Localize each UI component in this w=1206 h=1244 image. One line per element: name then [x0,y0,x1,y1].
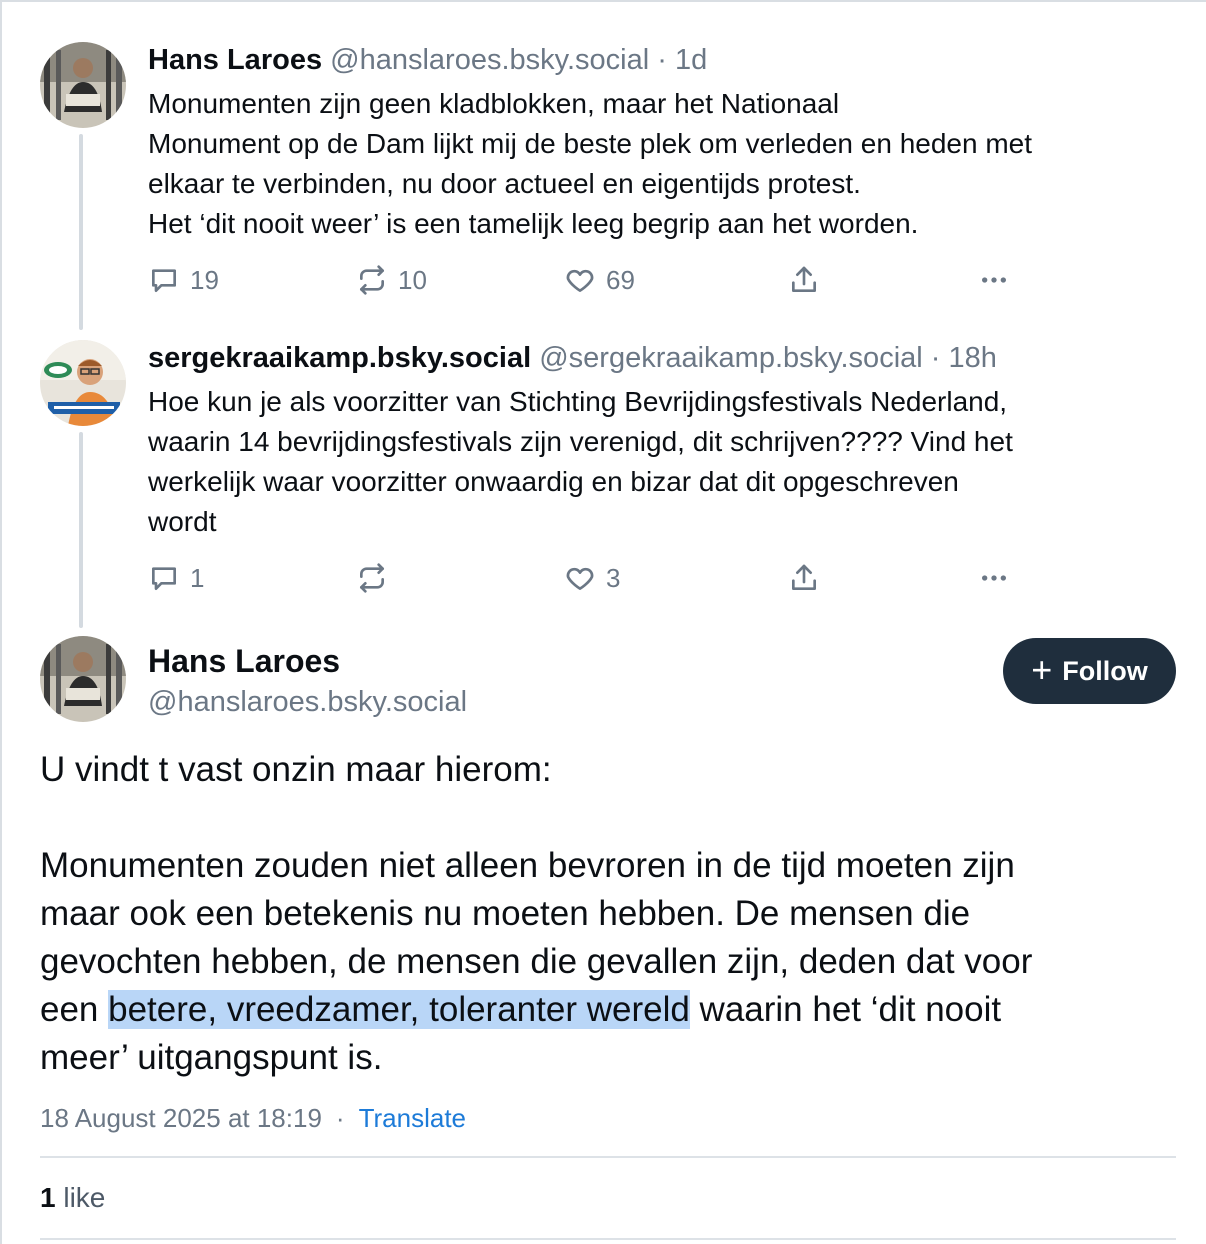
reply-icon [148,562,180,594]
reply-icon [148,264,180,296]
follow-label: Follow [1062,655,1148,686]
author-handle[interactable]: @sergekraaikamp.bsky.social [539,342,923,374]
text-line: Monumenten zouden niet alleen bevroren in de tijd moeten zijn [40,846,1015,885]
post-actions [148,560,1048,596]
text-line: Monumenten zijn geen kladblokken, maar het Nationaal [148,88,840,119]
separator-dot: · [657,44,667,76]
timestamp[interactable]: 18 August 2025 at 18:19 [40,1103,322,1133]
divider [40,1238,1176,1240]
like-button[interactable] [564,262,635,298]
follow-button[interactable] [1003,638,1176,704]
text-line: waarin 14 bevrijdingsfestivals zijn verenigd, dit schrijven???? Vind het [148,426,1013,457]
separator-dot: · [930,342,941,374]
divider [40,1156,1176,1158]
avatar[interactable] [40,636,126,722]
like-total: 1 [40,1182,56,1213]
heart-icon [564,264,596,296]
more-button[interactable] [978,560,1010,596]
likes-summary[interactable] [40,1180,105,1216]
post-header [148,340,997,376]
repost-icon [356,264,388,296]
text-segment: een [40,990,109,1029]
plus-icon: + [1031,648,1053,690]
post-actions [148,262,1048,298]
text-line: Hoe kun je als voorzitter van Stichting Bevrijdingsfestivals Nederland, [148,386,1008,417]
share-icon [788,562,820,594]
like-count: 69 [606,264,635,295]
text-line: gevochten hebben, de mensen die gevallen zijn, deden dat voor [40,942,1033,981]
author-name[interactable]: Hans Laroes [148,44,323,76]
text-line: maar ook een betekenis nu moeten hebben. De mensen die [40,894,971,933]
like-count: 3 [606,562,621,593]
more-icon [978,264,1010,296]
post-age[interactable]: 18h [948,342,997,374]
reply-button[interactable] [148,262,219,298]
selected-text: betere, vreedzamer, toleranter wereld [108,990,690,1029]
author-name[interactable]: sergekraaikamp.bsky.social [148,342,532,374]
reply-count: 1 [190,562,205,593]
more-icon [978,562,1010,594]
text-line: elkaar te verbinden, nu door actueel en eigentijds protest. [148,168,861,199]
author-handle[interactable]: @hanslaroes.bsky.social [330,44,650,76]
post-text [148,382,1178,542]
thread-line [79,432,83,628]
text-line [40,986,1180,1034]
share-icon [788,264,820,296]
separator-dot: · [335,1103,345,1133]
thread-line [79,134,83,330]
like-button[interactable] [564,560,620,596]
repost-icon [356,562,388,594]
text-line: U vindt t vast onzin maar hierom: [40,750,552,789]
text-line: Monument op de Dam lijkt mij de beste plek om verleden en heden met [148,128,1033,159]
text-segment: waarin het ‘dit nooit [689,990,1002,1029]
author-name[interactable]: Hans Laroes [148,643,341,679]
more-button[interactable] [978,262,1010,298]
translate-link[interactable]: Translate [358,1103,467,1133]
post-text [148,84,1178,244]
author-handle[interactable]: @hanslaroes.bsky.social [148,686,468,718]
like-label: like [63,1182,106,1213]
repost-button[interactable] [356,560,398,596]
avatar[interactable] [40,340,126,426]
text-line: meer’ uitgangspunt is. [40,1038,383,1077]
blank-line [40,794,1180,842]
heart-icon [564,562,596,594]
share-button[interactable] [788,560,820,596]
avatar[interactable] [40,42,126,128]
post-text [40,746,1180,1082]
post-meta [40,1100,466,1136]
post-age[interactable]: 1d [674,44,708,76]
text-line: wordt [148,506,217,537]
text-line: werkelijk waar voorzitter onwaardig en bizar dat dit opgeschreven [148,466,959,497]
reply-button[interactable] [148,560,204,596]
text-line: Het ‘dit nooit weer’ is een tamelijk leeg begrip aan het worden. [148,208,919,239]
reply-count: 19 [190,264,219,295]
repost-count: 10 [398,264,427,295]
post-header [148,42,707,78]
share-button[interactable] [788,262,820,298]
repost-button[interactable] [356,262,427,298]
